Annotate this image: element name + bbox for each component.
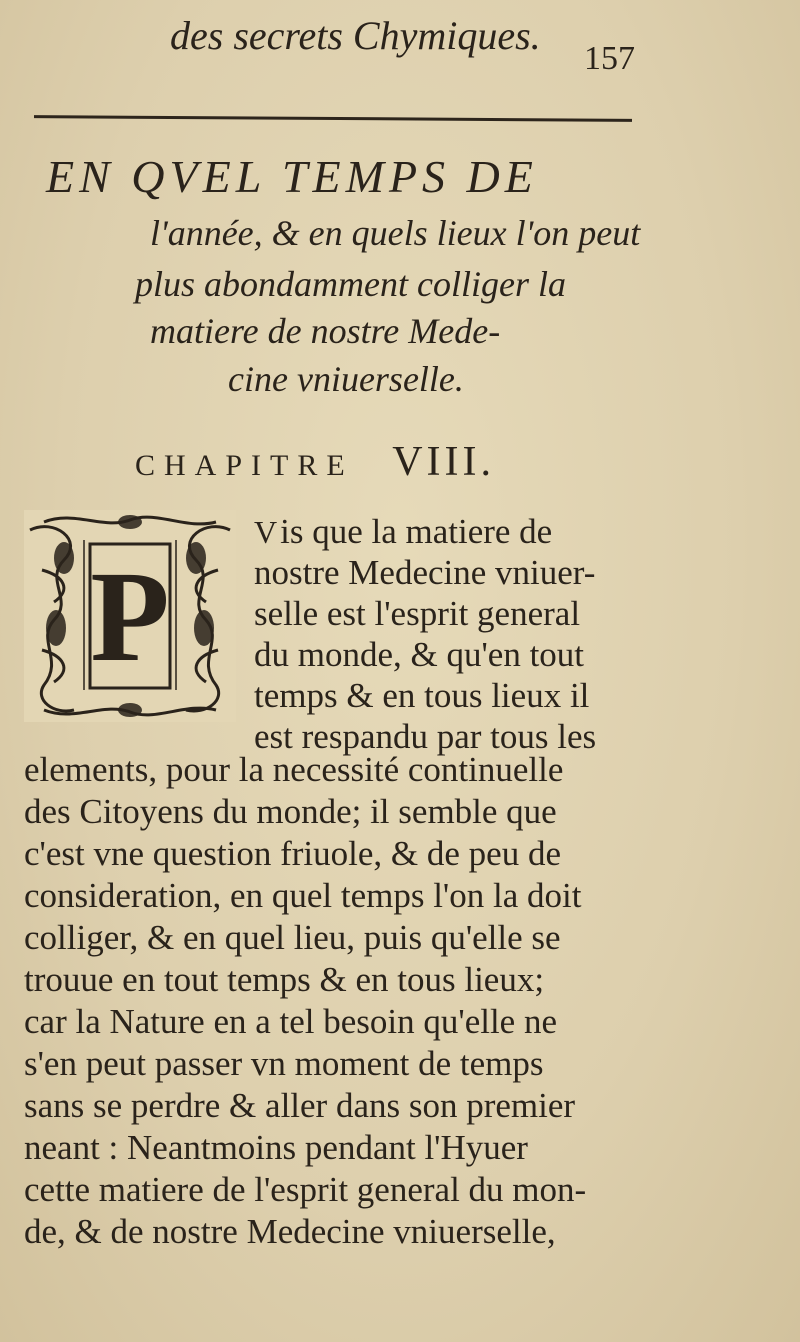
body-line: de, & de nostre Medecine vniuerselle, (24, 1212, 556, 1251)
body-line: du monde, & qu'en tout (254, 635, 585, 674)
body-line: c'est vne question friuole, & de peu de (24, 834, 561, 873)
body-line: trouue en tout temps & en tous lieux; (24, 960, 545, 999)
first-capital: V (254, 514, 281, 550)
drop-cap-letter: P (90, 545, 170, 689)
body-line: neant : Neantmoins pendant l'Hyuer (24, 1128, 528, 1167)
chapter-heading-line-5: cine vniuerselle. (228, 359, 464, 399)
chapter-heading-line-2: l'année, & en quels lieux l'on peut (150, 213, 641, 253)
chapter-heading-line-4: matiere de nostre Mede- (150, 311, 501, 351)
chapter-heading-line-1: EN QVEL TEMPS DE (46, 151, 538, 202)
body-line: s'en peut passer vn moment de temps (24, 1044, 544, 1083)
first-line-rest: is que la matiere de (280, 512, 553, 551)
chapter-label (135, 438, 495, 486)
page-number: 157 (584, 40, 635, 77)
body-line: des Citoyens du monde; il semble que (24, 792, 557, 831)
body-line: car la Nature en a tel besoin qu'elle ne (24, 1002, 557, 1041)
body-line: cette matiere de l'esprit general du mon- (24, 1170, 587, 1209)
chapter-word: CHAPITRE (135, 449, 354, 482)
running-head: des secrets Chymiques. (170, 13, 541, 58)
body-line: temps & en tous lieux il (254, 676, 590, 715)
body-line: nostre Medecine vniuer- (254, 553, 596, 592)
header-rule (34, 115, 632, 122)
body-line: selle est l'esprit general (254, 594, 581, 633)
body-line: consideration, en quel temps l'on la doit (24, 876, 582, 915)
decorated-initial (24, 510, 236, 722)
body-line: est respandu par tous les (254, 717, 597, 756)
chapter-heading-line-3: plus abondamment colliger la (135, 264, 566, 304)
chapter-number: VIII. (392, 439, 495, 485)
body-line: sans se perdre & aller dans son premier (24, 1086, 576, 1125)
body-line-first (254, 512, 552, 552)
body-line: elements, pour la necessité continuelle (24, 750, 564, 789)
body-line: colliger, & en quel lieu, puis qu'elle se (24, 918, 561, 957)
